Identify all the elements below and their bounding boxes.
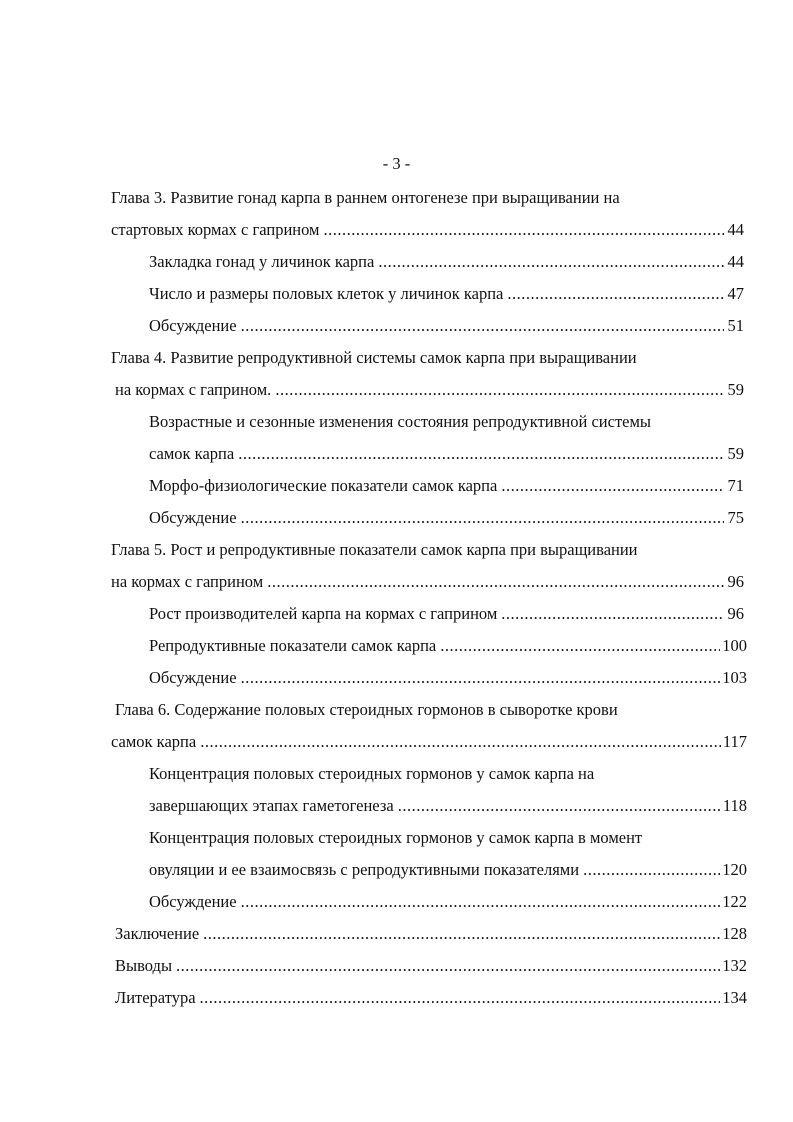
toc-ch5-s2-title: Репродуктивные показатели самок карпа [149,636,437,655]
toc-ch5-page: 96 [727,572,744,591]
dot-leader [200,730,721,754]
toc-conclusion-title: Заключение [115,924,200,943]
toc-ch5-s2-page: 100 [722,636,747,655]
toc-ch4-s3-page: 75 [727,508,744,527]
toc-findings-title: Выводы [115,956,173,975]
toc-ch4-s1-page: 59 [727,444,744,463]
toc-ch4-title: Глава 4. Развитие репродуктивной системы самок карпа при выращивании [111,348,637,367]
toc-ch6-entry [111,730,747,754]
toc-ch3-page: 44 [727,220,744,239]
dot-leader [507,282,724,306]
toc-ch6-page: 117 [722,732,747,751]
toc-ch5-s1-title: Рост производителей карпа на кормах с гаприном [149,604,498,623]
toc-ch6-s2 [149,858,747,882]
toc-findings [115,954,747,978]
toc-ch6-s2-title: Концентрация половых стероидных гормонов у самок карпа в момент [149,828,643,847]
dot-leader [501,602,724,626]
toc-ch3-s1-page: 44 [727,252,744,271]
dot-leader [501,474,724,498]
toc-ch5-entry [111,570,744,594]
toc-ch6-s3-page: 122 [722,892,747,911]
dot-leader [241,506,724,530]
toc-ch3-title: Глава 3. Развитие гонад карпа в раннем онтогенезе при выращивании на [111,188,620,207]
toc-literature-title: Литература [115,988,196,1007]
dot-leader [238,442,724,466]
dot-leader [378,250,724,274]
toc-ch3-s3 [149,314,744,338]
toc-ch4-s1-title: Возрастные и сезонные изменения состояния репродуктивной системы [149,412,652,431]
dot-leader [176,954,720,978]
toc-ch3-s1 [149,250,744,274]
toc-ch6-s1-title-cont: завершающих этапах гаметогенеза [149,796,394,815]
dot-leader [203,922,720,946]
page-number: - 3 - [382,154,411,173]
toc-ch3-s2-title: Число и размеры половых клеток у личинок карпа [149,284,504,303]
toc-ch5-s2 [149,634,747,658]
toc-ch4-s2-title: Морфо-физиологические показатели самок карпа [149,476,498,495]
toc-ch5-title: Глава 5. Рост и репродуктивные показатели самок карпа при выращивании [111,540,638,559]
toc-ch4-s1-title-cont: самок карпа [149,444,235,463]
toc-ch6-s1 [149,794,747,818]
dot-leader [398,794,721,818]
toc-ch5-s1 [149,602,744,626]
dot-leader [241,666,721,690]
toc-ch3-s2-page: 47 [727,284,744,303]
toc-ch6-s3-title: Обсуждение [149,892,237,911]
toc-ch5-title-cont: на кормах с гаприном [111,572,264,591]
toc-ch5-s1-page: 96 [727,604,744,623]
toc-ch3-s1-title: Закладка гонад у личинок карпа [149,252,375,271]
toc-conclusion-page: 128 [722,924,747,943]
toc-ch3-title-cont: стартовых кормах с гаприном [111,220,320,239]
toc-findings-page: 132 [722,956,747,975]
dot-leader [275,378,724,402]
dot-leader [241,890,721,914]
toc-ch5-s3-title: Обсуждение [149,668,237,687]
toc-ch6-s1-page: 118 [722,796,747,815]
toc-ch6-s2-title-cont: овуляции и ее взаимосвязь с репродуктивными показателями [149,860,580,879]
dot-leader [323,218,724,242]
toc-ch4-page: 59 [727,380,744,399]
dot-leader [440,634,720,658]
dot-leader [241,314,724,338]
toc-ch6-title: Глава 6. Содержание половых стероидных гормонов в сыворотке крови [115,700,618,719]
toc-ch6-s1-title: Концентрация половых стероидных гормонов у самок карпа на [149,764,595,783]
toc-ch5-s3 [149,666,747,690]
toc-ch4-s2-page: 71 [727,476,744,495]
toc-ch4-entry [115,378,744,402]
toc-ch6-s2-page: 120 [722,860,747,879]
dot-leader [200,986,721,1010]
toc-literature-page: 134 [722,988,747,1007]
toc-ch3-s3-title: Обсуждение [149,316,237,335]
toc-ch3-s2 [149,282,744,306]
toc-ch4-s3 [149,506,744,530]
toc-conclusion [115,922,747,946]
toc-ch3-entry [111,218,744,242]
toc-ch6-title-cont: самок карпа [111,732,197,751]
toc-ch3-s3-page: 51 [727,316,744,335]
toc-ch6-s3 [149,890,747,914]
toc-ch4-s2 [149,474,744,498]
dot-leader [583,858,720,882]
toc-ch4-s3-title: Обсуждение [149,508,237,527]
toc-ch4-s1 [149,442,744,466]
toc-ch5-s3-page: 103 [722,668,747,687]
toc-literature [115,986,747,1010]
toc-ch4-title-cont: на кормах с гаприном. [115,380,272,399]
dot-leader [267,570,724,594]
